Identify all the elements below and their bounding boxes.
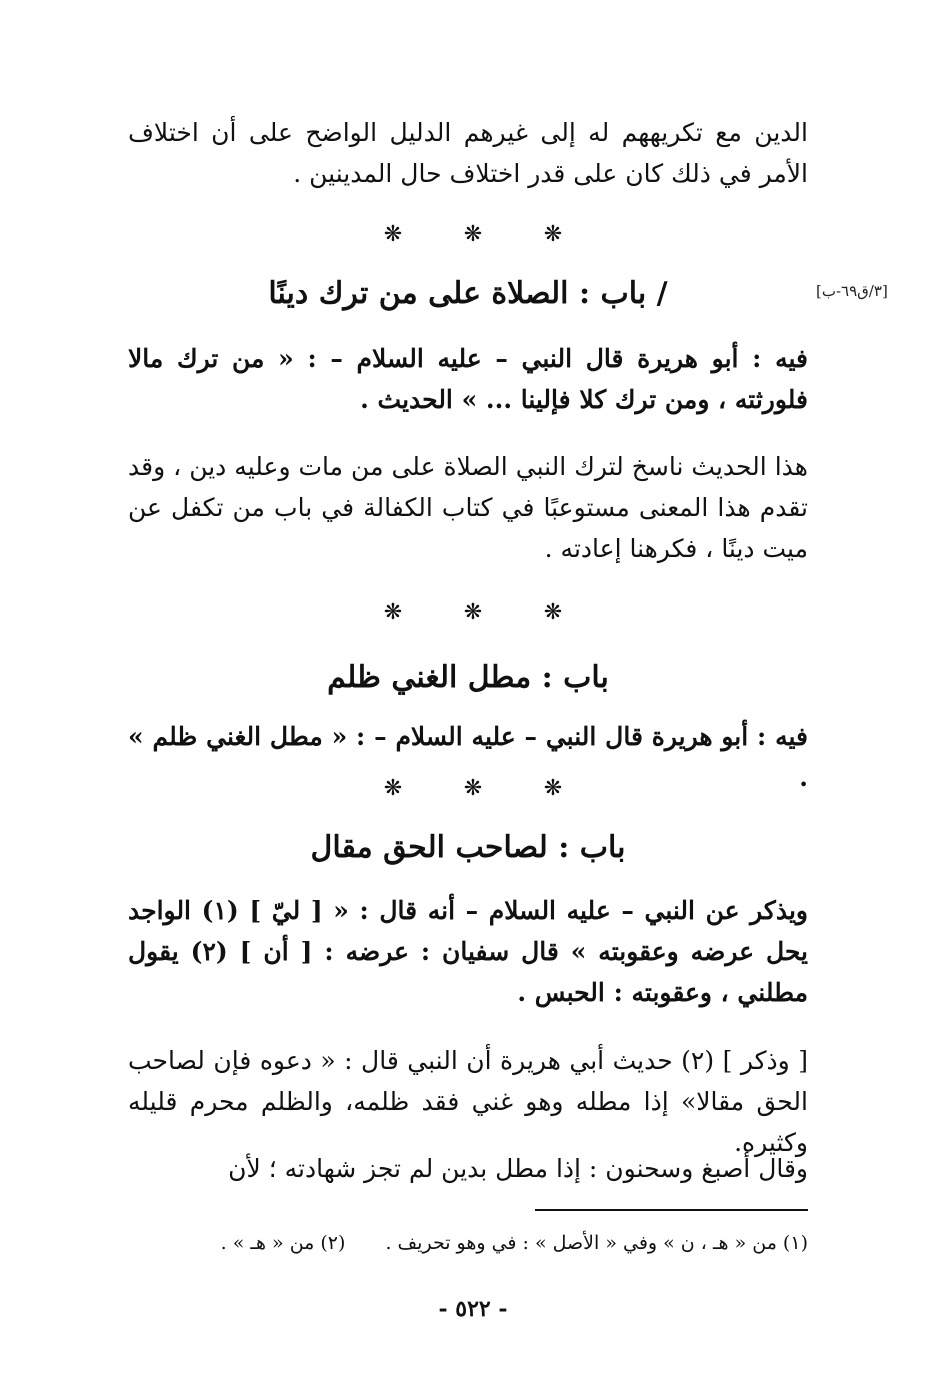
footnote-rule: [535, 1209, 808, 1211]
hadith-debt-prayer: فيه : أبو هريرة قال النبي – عليه السلام – : « من ترك مالا فلورثته ، ومن ترك كلا فإلينا ... » الحديث .: [128, 344, 808, 414]
commentary-right-holder-1: [ وذكر ] (٢) حديث أبي هريرة أن النبي قال : « دعوه فإن لصاحب الحق مقالا» إذا مطله وهو غني فقد ظلمه، والظلم محرم قليله وكثيره.: [128, 1046, 808, 1157]
section-heading-delay-wealthy: باب : مطل الغني ظلم: [327, 660, 609, 695]
star-glyph: ❋: [543, 600, 563, 625]
star-glyph: ❋: [463, 222, 483, 247]
separator-2: [0, 600, 946, 625]
intro-paragraph: الدين مع تكريههم له إلى غيرهم الدليل الواضح على أن اختلاف الأمر في ذلك كان على قدر اختلاف حال المدينين .: [128, 118, 808, 188]
commentary-debt-prayer: هذا الحديث ناسخ لترك النبي الصلاة على من مات وعليه دين ، وقد تقدم هذا المعنى مستوعبًا في كتاب الكفالة في باب من تكفل عن ميت دينًا ، فكرهنا إعادته .: [128, 452, 808, 563]
marginal-manuscript-ref: [٣/ق٦٩-ب]: [816, 282, 888, 300]
star-glyph: ❋: [383, 222, 403, 247]
star-glyph: ❋: [463, 600, 483, 625]
star-glyph: ❋: [543, 222, 563, 247]
page-number: - ٥٢٢ -: [438, 1296, 508, 1322]
star-glyph: ❋: [463, 776, 483, 801]
section-heading-debt-prayer: / باب : الصلاة على من ترك دينًا: [268, 276, 668, 311]
footnote-1: (١) من « هـ ، ن » وفي « الأصل » : في وهو تحريف .: [385, 1232, 808, 1254]
hadith-delay-wealthy: فيه : أبو هريرة قال النبي – عليه السلام – : « مطل الغني ظلم » .: [128, 722, 808, 792]
footnote-2: (٢) من « هـ » .: [220, 1232, 346, 1254]
separator-3: [0, 776, 946, 801]
star-glyph: ❋: [543, 776, 563, 801]
footnotes: [128, 1228, 808, 1258]
star-glyph: ❋: [383, 600, 403, 625]
commentary-right-holder-2: وقال أصبغ وسحنون : إذا مطل بدين لم تجز شهادته ؛ لأن: [228, 1154, 808, 1183]
star-glyph: ❋: [383, 776, 403, 801]
separator-1: [0, 222, 946, 247]
section-heading-right-holder: باب : لصاحب الحق مقال: [310, 830, 626, 865]
hadith-right-holder: ويذكر عن النبي – عليه السلام – أنه قال : « [ ليّ ] (١) الواجد يحل عرضه وعقوبته » قال سفيان : عرضه : [ أن ] (٢) يقول مطلني ، وعقوبته : الحبس .: [128, 896, 808, 1007]
